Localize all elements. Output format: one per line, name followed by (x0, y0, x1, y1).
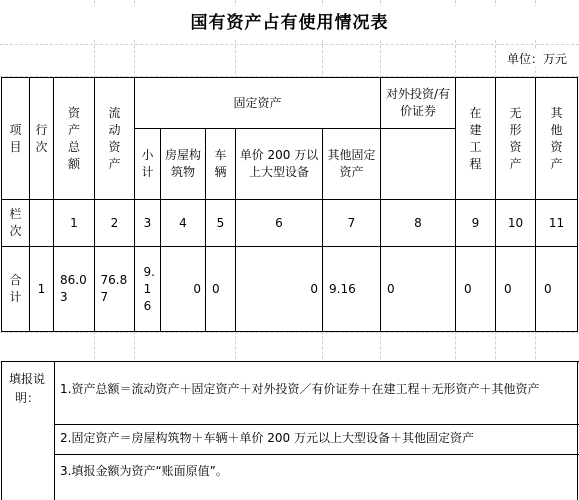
column-index-label (1, 199, 30, 247)
header-external-invest-label: 对外投资/有价证券 (385, 87, 451, 118)
column-index-cell: 8 (380, 199, 456, 247)
header-external-invest-blank (380, 128, 456, 200)
header-large-equipment-label: 单价 200 万以上大型设备 (239, 148, 319, 179)
other-fixed-value: 9.16 (322, 246, 381, 332)
vehicles-value: 0 (205, 246, 236, 332)
report-title: 国有资产占有使用情况表 (0, 6, 579, 40)
header-fixed-assets-label: 固定资产 (233, 95, 282, 110)
note-item: 2.固定资产＝房屋构筑物＋车辆＋单价 200 万元以上大型设备＋其他固定资产 (60, 431, 474, 445)
header-vehicles-label: 车辆 (214, 148, 227, 179)
header-external-invest (380, 77, 456, 129)
header-intangible (495, 77, 536, 200)
header-vehicles (205, 128, 236, 200)
header-subtotal-label: 小计 (141, 148, 154, 179)
notes-label: 填报说明： (8, 372, 45, 405)
notes-section (1, 362, 578, 500)
header-large-equipment (235, 128, 323, 200)
current-assets-value (94, 246, 135, 332)
subtotal-value (134, 246, 161, 332)
column-index-cell: 3 (134, 199, 161, 247)
subtotal-value-text: 9.16 (143, 264, 155, 313)
header-fixed-assets (134, 77, 381, 129)
column-index-cell: 6 (235, 199, 323, 247)
header-construction-label: 在建工程 (469, 105, 482, 171)
construction-value: 0 (455, 246, 496, 332)
column-index-cell: 1 (53, 199, 95, 247)
total-row-label (1, 246, 30, 332)
total-row-no: 1 (29, 246, 54, 332)
other-assets-value: 0 (535, 246, 578, 332)
current-assets-value-text: 76.87 (100, 273, 128, 304)
column-index-cell: 2 (94, 199, 135, 247)
total-assets-value-text: 86.03 (60, 273, 87, 304)
note-item: 1.资产总额＝流动资产＋固定资产＋对外投资／有价证券＋在建工程＋无形资产＋其他资产 (60, 382, 540, 396)
header-current-assets (94, 77, 135, 200)
note-item: 3.填报金额为资产“账面原值”。 (60, 464, 228, 478)
column-index-row-no (29, 199, 54, 247)
header-subtotal (134, 128, 161, 200)
column-index-cell: 10 (495, 199, 536, 247)
header-other-assets-label: 其他资产 (550, 105, 563, 171)
column-index-cell: 5 (205, 199, 236, 247)
header-item (1, 77, 30, 200)
external-invest-value: 0 (380, 246, 456, 332)
intangible-value: 0 (495, 246, 536, 332)
header-item-label: 项目 (9, 122, 22, 154)
header-buildings-label: 房屋构筑物 (164, 148, 201, 179)
header-other-assets (535, 77, 578, 200)
large-equipment-value: 0 (235, 246, 323, 332)
total-row-label-text: 合计 (9, 273, 22, 304)
header-row-no (29, 77, 54, 200)
header-buildings (160, 128, 206, 200)
column-index-cell: 4 (160, 199, 206, 247)
header-intangible-label: 无形资产 (509, 105, 522, 171)
total-assets-value (53, 246, 95, 332)
buildings-value: 0 (160, 246, 206, 332)
unit-label: 单位：万元 (506, 52, 567, 66)
header-other-fixed (322, 128, 381, 200)
column-index-label-text: 栏次 (9, 207, 22, 238)
header-other-fixed-label: 其他固定资产 (327, 148, 376, 179)
header-construction (455, 77, 496, 200)
header-row-no-label: 行次 (35, 122, 48, 154)
header-current-assets-label: 流动资产 (108, 105, 121, 171)
column-index-cell: 9 (455, 199, 496, 247)
column-index-cell: 7 (322, 199, 381, 247)
header-total-assets-label: 资产总额 (67, 105, 80, 171)
column-index-cell: 11 (535, 199, 578, 247)
header-total-assets (53, 77, 95, 200)
